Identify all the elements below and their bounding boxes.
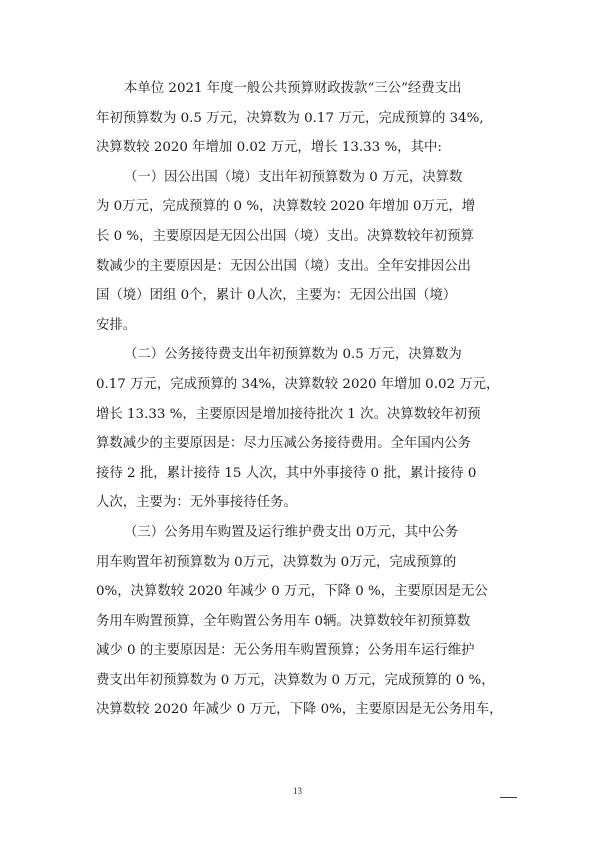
text-line: 人次，主要为：无外事接待任务。 — [96, 495, 297, 511]
text-line: 为 0万元，完成预算的 0 %，决算数较 2020 年增加 0万元，增 — [96, 199, 476, 215]
text-line: （一）因公出国（境）支出年初预算数为 0 万元，决算数 — [124, 169, 463, 185]
text-line: （二）公务接待费支出年初预算数为 0.5 万元，决算数为 — [124, 347, 462, 363]
text-line: 增长 13.33 %，主要原因是增加接待批次 1 次。决算数较年初预 — [96, 406, 481, 422]
text-line: 费支出年初预算数为 0 万元，决算数为 0 万元，完成预算的 0 %， — [96, 672, 495, 688]
paragraph-official-reception — [96, 340, 516, 518]
text-line: （三）公务用车购置及运行维护费支出 0万元，其中公务 — [124, 524, 459, 540]
text-line: 务用车购置预算，全年购置公务用车 0辆。决算数较年初预算数 — [96, 613, 471, 629]
document-body — [96, 74, 516, 725]
text-line: 算数减少的主要原因是：尽力压减公务接待费用。全年国内公务 — [96, 436, 471, 452]
text-line: 决算数较 2020 年减少 0 万元，下降 0%，主要原因是无公务用车， — [96, 702, 503, 718]
text-line: 决算数较 2020 年增加 0.02 万元，增长 13.33 %，其中: — [96, 140, 442, 156]
text-line: 0.17 万元，完成预算的 34%，决算数较 2020 年增加 0.02 万元， — [96, 376, 500, 392]
text-line: 0%，决算数较 2020 年减少 0 万元，下降 0 %，主要原因是无公 — [96, 584, 488, 600]
paragraph-overseas-travel — [96, 163, 516, 341]
text-line: 安排。 — [96, 317, 137, 333]
footer-divider — [500, 797, 517, 798]
paragraph-official-vehicles — [96, 518, 516, 725]
text-line: 本单位 2021 年度一般公共预算财政拨款“三公”经费支出 — [124, 81, 462, 96]
text-line: 长 0 %，主要原因是无因公出国（境）支出。决算数较年初预算 — [96, 228, 474, 244]
page-number: 13 — [293, 786, 302, 796]
paragraph-summary — [96, 74, 516, 163]
text-line: 年初预算数为 0.5 万元，决算数为 0.17 万元，完成预算的 34%, — [96, 110, 484, 126]
text-line: 减少 0 的主要原因是：无公务用车购置预算；公务用车运行维护 — [96, 643, 475, 659]
text-line: 接待 2 批，累计接待 15 人次，其中外事接待 0 批，累计接待 0 — [96, 465, 477, 481]
text-line: 数减少的主要原因是：无因公出国（境）支出。全年安排因公出 — [96, 258, 471, 274]
text-line: 用车购置年初预算数为 0万元，决算数为 0万元，完成预算的 — [96, 554, 457, 570]
text-line: 国（境）团组 0个，累计 0人次，主要为：无因公出国（境） — [96, 288, 457, 304]
